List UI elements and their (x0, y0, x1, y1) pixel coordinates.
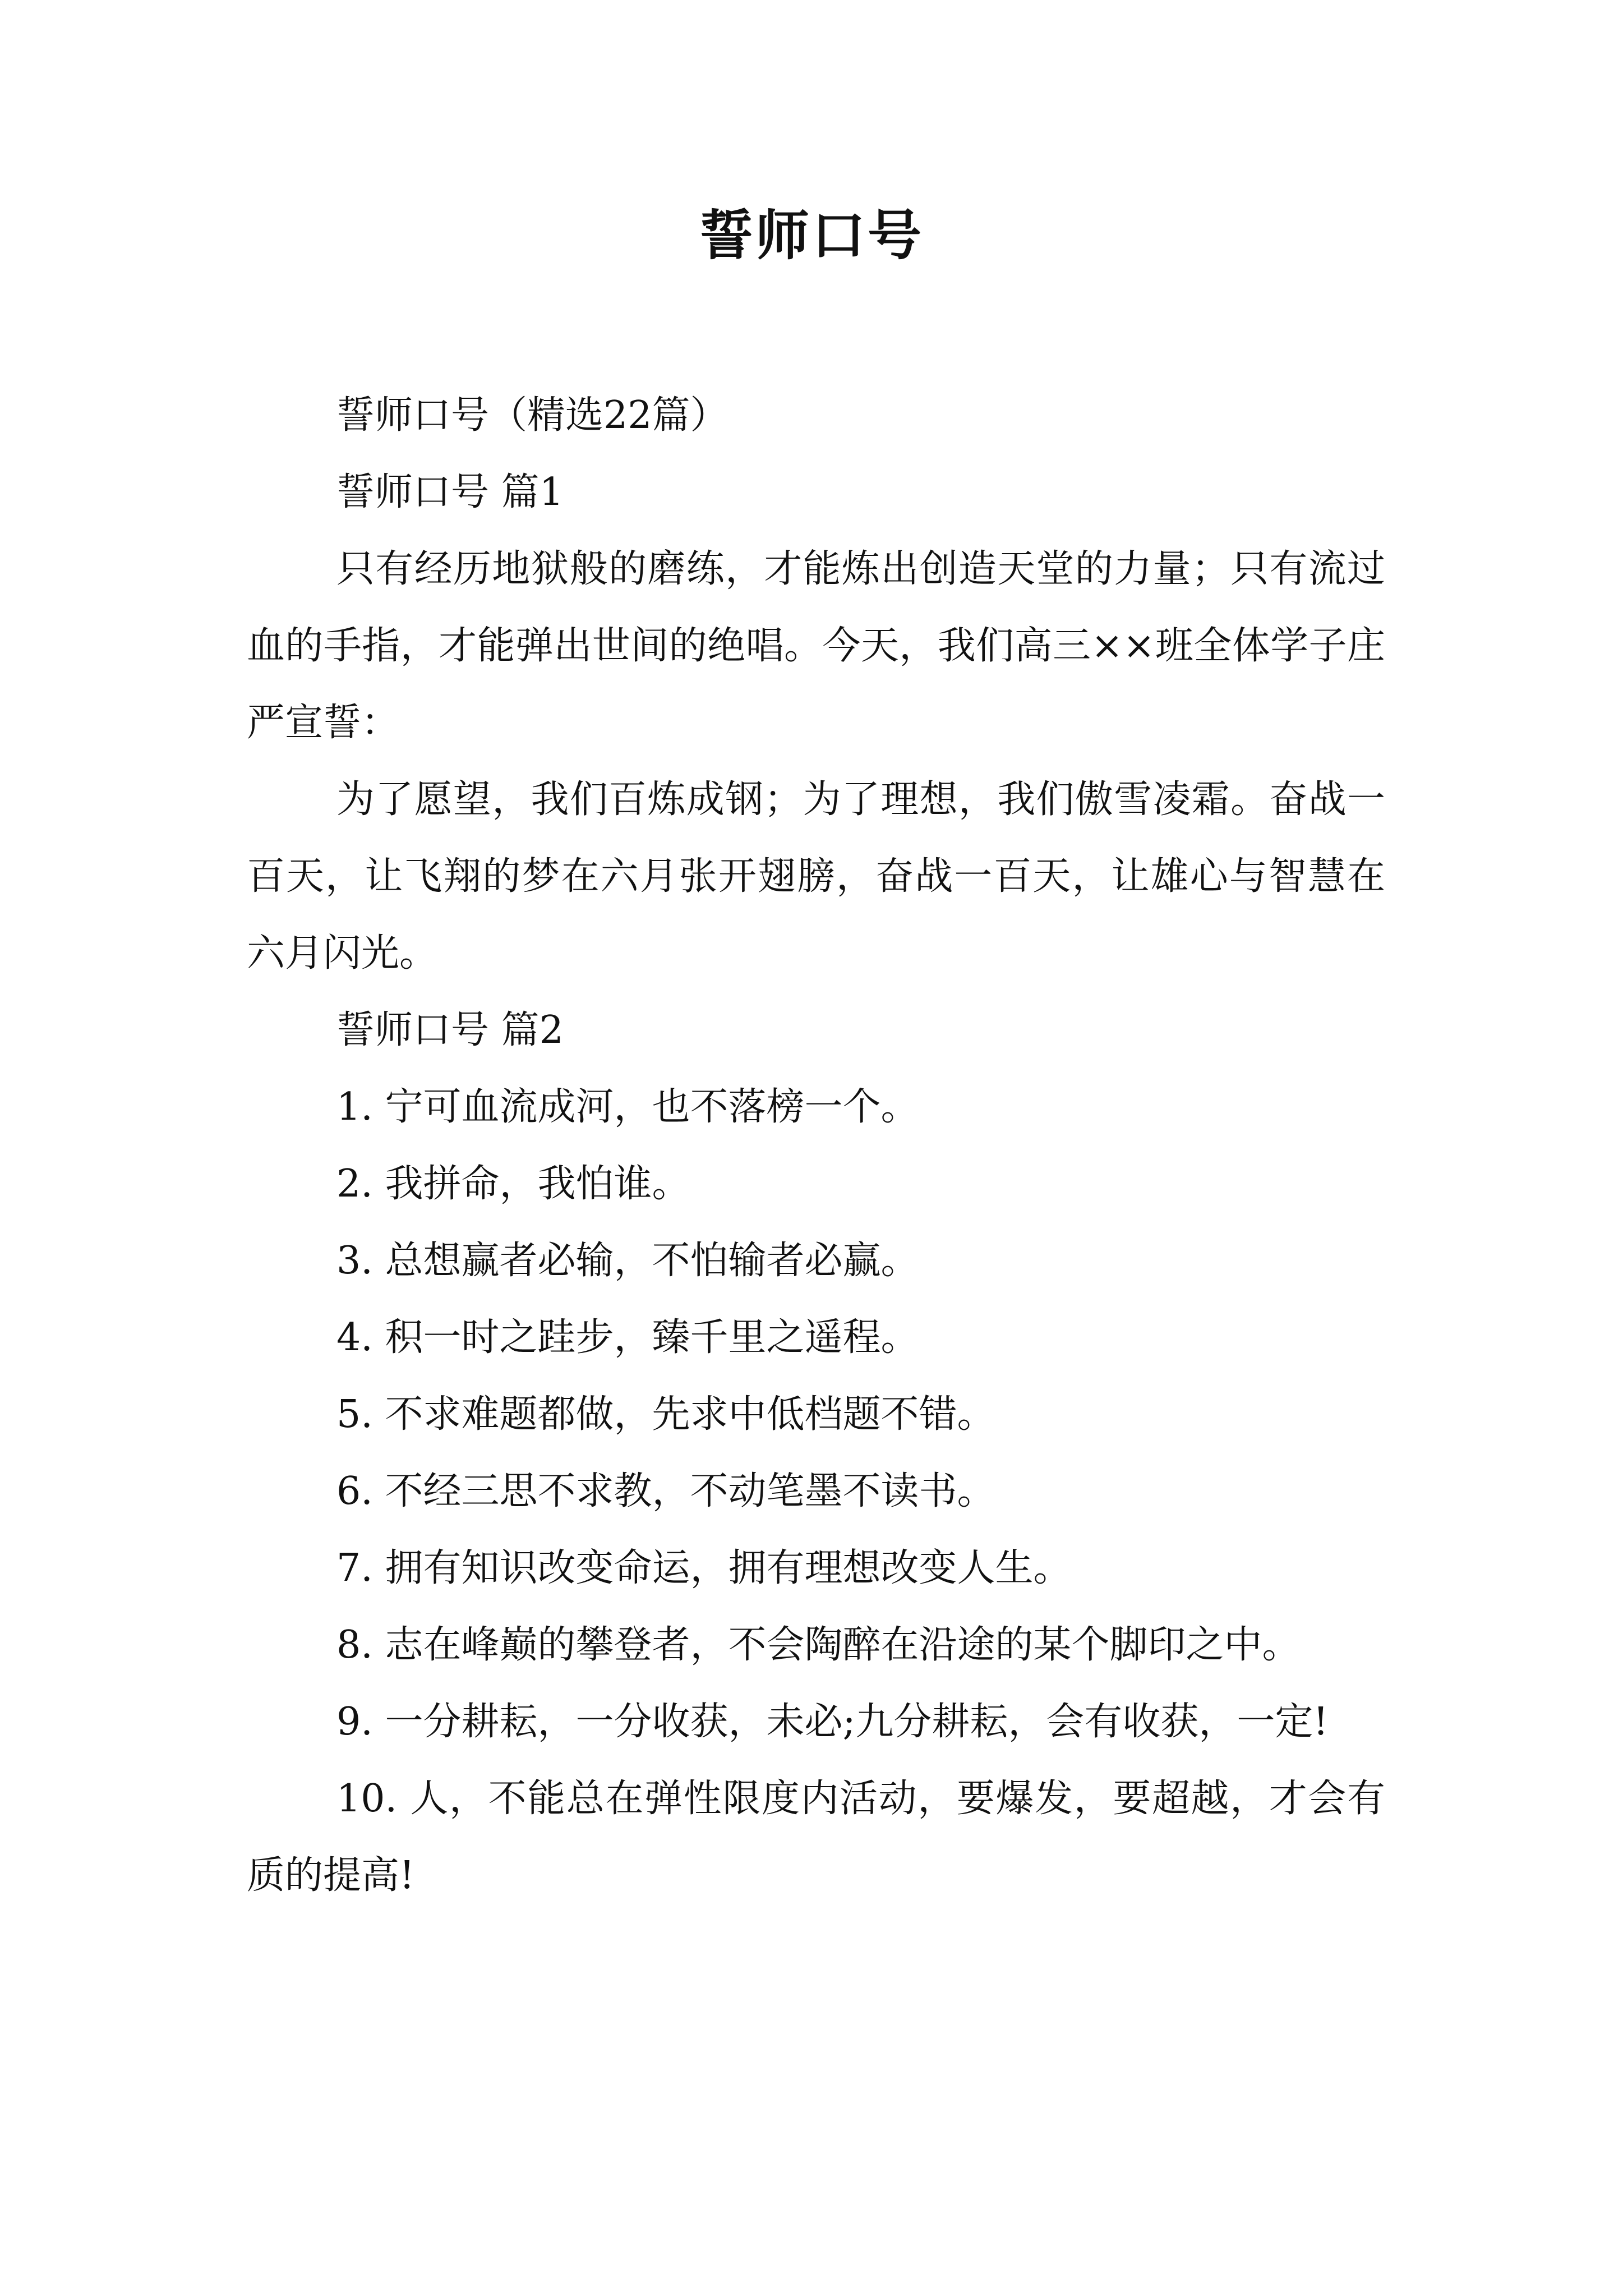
subtitle-paragraph: 誓师口号（精选22篇） (336, 393, 728, 438)
list-item: 1. 宁可血流成河，也不落榜一个。 (336, 1085, 919, 1129)
list-item: 4. 积一时之跬步，臻千里之遥程。 (336, 1315, 919, 1360)
body-paragraph: 只有经历地狱般的磨练，才能炼出创造天堂的力量；只有流过血的手指，才能弹出世间的绝唱。今天，我们高三××班全体学子庄严宣誓： (247, 547, 1385, 745)
list-item: 5. 不求难题都做，先求中低档题不错。 (336, 1392, 995, 1437)
document-body (247, 377, 1385, 1914)
list-item: 8. 志在峰巅的攀登者，不会陶醉在沿途的某个脚印之中。 (336, 1623, 1301, 1667)
list-item: 10. 人，不能总在弹性限度内活动，要爆发，要超越，才会有质的提高! (247, 1777, 1385, 1898)
list-item: 3. 总想赢者必输，不怕输者必赢。 (336, 1239, 919, 1283)
list-item: 2. 我拼命，我怕谁。 (336, 1162, 690, 1206)
page-title: 誓师口号 (699, 204, 924, 267)
section-heading-2: 誓师口号 篇2 (336, 1008, 564, 1052)
list-item: 6. 不经三思不求教，不动笔墨不读书。 (336, 1469, 995, 1513)
section-heading-1: 誓师口号 篇1 (336, 470, 564, 514)
body-paragraph: 为了愿望，我们百炼成钢；为了理想，我们傲雪凌霜。奋战一百天，让飞翔的梦在六月张开翅膀，奋战一百天，让雄心与智慧在六月闪光。 (247, 777, 1385, 976)
list-item: 7. 拥有知识改变命运，拥有理想改变人生。 (336, 1546, 1072, 1590)
list-item: 9. 一分耕耘，一分收获，未必;九分耕耘，会有收获，一定! (336, 1700, 1329, 1744)
